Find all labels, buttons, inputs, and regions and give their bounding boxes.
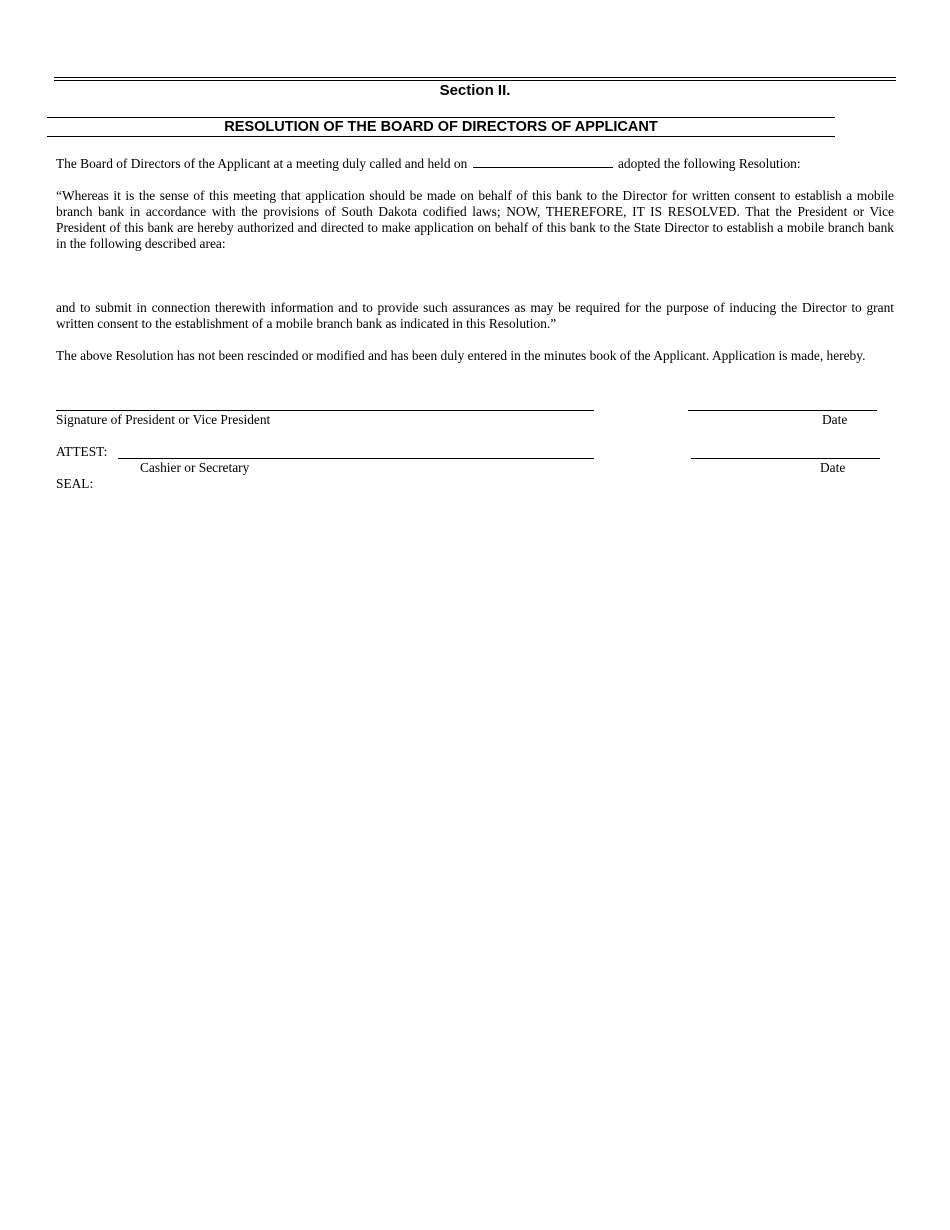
attest-signature-line[interactable] xyxy=(118,458,594,459)
meeting-prefix: The Board of Directors of the Applicant at a meeting duly called and held on xyxy=(56,156,468,171)
meeting-suffix: adopted the following Resolution: xyxy=(617,156,801,171)
date-label-2: Date xyxy=(820,460,846,475)
president-date-line[interactable] xyxy=(688,410,877,411)
meeting-date-blank[interactable] xyxy=(473,156,613,168)
top-rule-2 xyxy=(54,80,896,81)
title-rule-top xyxy=(47,117,835,118)
whereas-paragraph: “Whereas it is the sense of this meeting that application should be made on behalf of this bank to the Director for written consent to establish a mobile branch bank in accordance with the provisions of South Dakota codified laws; NOW, THEREFORE, IT IS RESOLVED. That the President or Vice President of this bank are hereby authorized and directed to make application on behalf of this bank to the State Director to establish a mobile branch bank in the following described area: xyxy=(56,188,894,251)
president-signature-line[interactable] xyxy=(56,410,594,411)
seal-label: SEAL: xyxy=(56,476,94,491)
section-heading: Section II. xyxy=(439,82,511,99)
top-rule-1 xyxy=(54,77,896,78)
meeting-line xyxy=(56,156,801,172)
title-rule-bottom xyxy=(47,136,835,137)
president-signature-label: Signature of President or Vice President xyxy=(56,412,271,427)
above-resolution-paragraph: The above Resolution has not been rescinded or modified and has been duly entered in the minutes book of the Applicant. Application is made, hereby. xyxy=(56,348,866,363)
attest-date-line[interactable] xyxy=(691,458,880,459)
resolution-title: RESOLUTION OF THE BOARD OF DIRECTORS OF APPLICANT xyxy=(224,119,658,135)
cashier-label: Cashier or Secretary xyxy=(140,460,250,475)
submit-paragraph: and to submit in connection therewith information and to provide such assurances as may be required for the purpose of inducing the Director to grant written consent to the establishment of a mobile branch bank as indicated in this Resolution.” xyxy=(56,300,894,331)
date-label-1: Date xyxy=(822,412,848,427)
attest-label: ATTEST: xyxy=(56,444,108,459)
